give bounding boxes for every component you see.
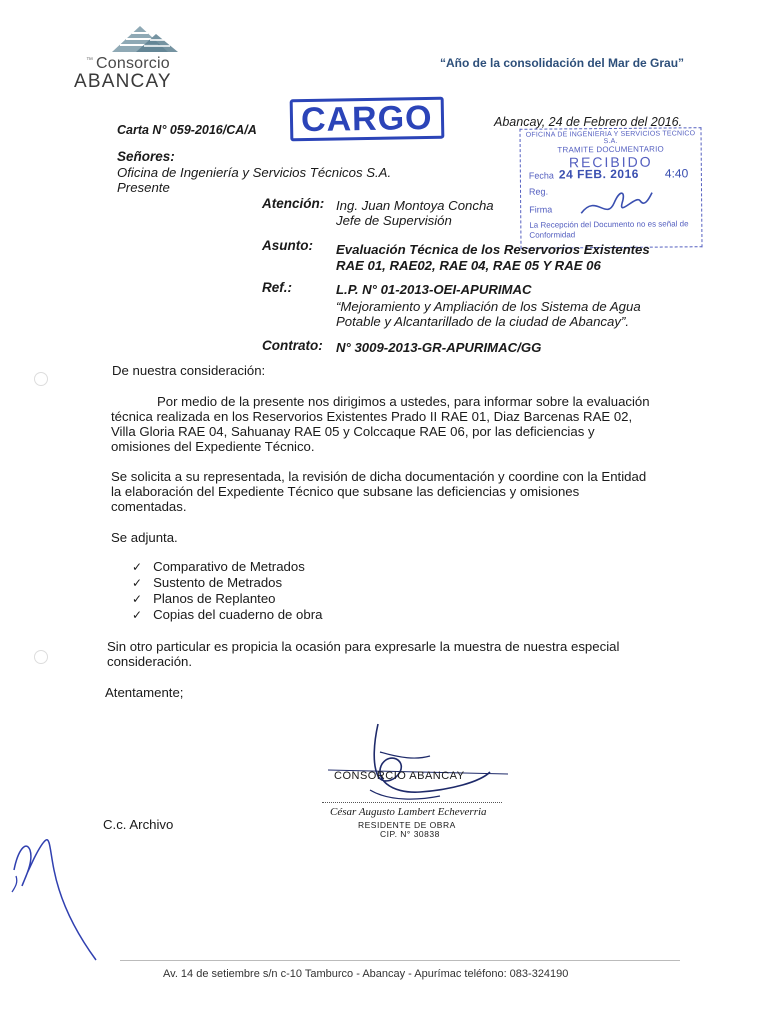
check-icon: ✓ <box>132 560 143 574</box>
check-icon: ✓ <box>132 592 143 606</box>
stamp-office: OFICINA DE INGENIERIA Y SERVICIOS TECNICO S.A. <box>525 130 696 146</box>
logo-mark-icon <box>70 20 210 60</box>
signer-title: RESIDENTE DE OBRA <box>358 820 456 830</box>
recipient: Oficina de Ingeniería y Servicios Técnicos S.A. <box>117 165 392 180</box>
list-item <box>132 576 432 592</box>
footer-address: Av. 14 de setiembre s/n c-10 Tamburco - Abancay - Apurímac teléfono: 083-324190 <box>163 968 569 980</box>
paragraph-1-line-2: técnica realizada en los Reservorios Existentes Prado II RAE 01, Diaz Barcenas RAE 02, <box>111 409 633 424</box>
closing-line-2: consideración. <box>107 654 193 669</box>
attachments-intro: Se adjunta. <box>111 530 178 545</box>
paragraph-1-line-3: Villa Gloria RAE 04, Sahuanay RAE 05 y Colccaque RAE 06, por las deficiencias y <box>111 424 595 439</box>
signer-cip: CIP. N° 30838 <box>380 829 440 839</box>
asunto-label: Asunto: <box>262 238 313 253</box>
letter-number: Carta N° 059-2016/CA/A <box>117 123 257 137</box>
carbon-copy: C.c. Archivo <box>103 817 174 832</box>
list-item <box>132 592 432 608</box>
attachment-label: Sustento de Metrados <box>153 575 283 590</box>
check-icon: ✓ <box>132 608 143 622</box>
check-icon: ✓ <box>132 576 143 590</box>
closing-line-1: Sin otro particular es propicia la ocasión para expresarle la muestra de nuestra especial <box>107 639 620 654</box>
atencion-role: Jefe de Supervisión <box>336 213 452 228</box>
handwritten-signature <box>320 712 520 812</box>
paragraph-1-line-1: Por medio de la presente nos dirigimos a ustedes, para informar sobre la evaluación <box>157 394 650 409</box>
paragraph-2-line-2: la elaboración del Expediente Técnico que subsane las deficiencias y omisiones <box>111 484 580 499</box>
stamp-firma-label: Firma <box>529 204 553 215</box>
paragraph-1-line-4: omisiones del Expediente Técnico. <box>111 439 315 454</box>
cargo-stamp: CARGO <box>290 97 444 142</box>
stamp-fecha-value: 24 FEB. 2016 <box>558 166 639 182</box>
stamp-fecha-label: Fecha <box>528 170 554 181</box>
greeting: Señores: <box>117 149 175 164</box>
logo-text-consorcio: Consorcio <box>96 55 170 72</box>
stamp-note: La Recepción del Documento no es señal de Conformidad <box>529 219 689 240</box>
atencion-name: Ing. Juan Montoya Concha <box>336 198 494 213</box>
ref-line1: L.P. N° 01-2013-OEI-APURIMAC <box>336 282 532 297</box>
footer-rule <box>120 960 680 961</box>
company-logo <box>70 20 210 92</box>
asunto-line2: RAE 01, RAE02, RAE 04, RAE 05 Y RAE 06 <box>336 258 601 273</box>
logo-mark-small: ™ <box>86 57 93 64</box>
stamp-reg-label: Reg. <box>528 186 549 197</box>
contrato-label: Contrato: <box>262 338 323 353</box>
attachment-label: Planos de Replanteo <box>153 591 276 606</box>
stamp-time-value: 4:40 <box>664 166 689 181</box>
signature-line <box>322 802 502 803</box>
atentamente: Atentamente; <box>105 685 184 700</box>
punch-mark <box>34 372 48 386</box>
asunto-line1: Evaluación Técnica de los Reservorios Existentes <box>336 242 650 257</box>
stamp-dept: TRAMITE DOCUMENTARIO <box>557 144 664 155</box>
atencion-label: Atención: <box>262 196 325 211</box>
stamp-signature-scribble <box>576 183 656 224</box>
place-date: Abancay, 24 de Febrero del 2016. <box>494 115 683 129</box>
ref-line2: “Mejoramiento y Ampliación de los Sistema de Agua <box>336 299 641 314</box>
stamp-recibido: RECIBIDO <box>568 153 653 171</box>
attachment-label: Comparativo de Metrados <box>153 559 305 574</box>
ref-line3: Potable y Alcantarillado de la ciudad de Abancay”. <box>336 314 629 329</box>
received-stamp <box>519 127 702 249</box>
ref-label: Ref.: <box>262 280 292 295</box>
presente: Presente <box>117 180 170 195</box>
attachments-list <box>132 560 432 624</box>
salutation: De nuestra consideración: <box>112 363 266 378</box>
attachment-label: Copias del cuaderno de obra <box>153 607 323 622</box>
logo-text-abancay: ABANCAY <box>74 71 172 92</box>
punch-mark <box>34 650 48 664</box>
year-motto: “Año de la consolidación del Mar de Grau” <box>440 56 685 70</box>
margin-ink-mark <box>4 830 114 970</box>
paragraph-2-line-3: comentadas. <box>111 499 187 514</box>
list-item <box>132 608 432 624</box>
paragraph-2-line-1: Se solicita a su representada, la revisión de dicha documentación y coordine con la Entidad <box>111 469 647 484</box>
contrato-value: N° 3009-2013-GR-APURIMAC/GG <box>336 340 542 355</box>
signer-name: César Augusto Lambert Echeverria <box>330 806 487 818</box>
signature-company: CONSORCIO ABANCAY <box>334 770 465 782</box>
list-item <box>132 560 432 576</box>
